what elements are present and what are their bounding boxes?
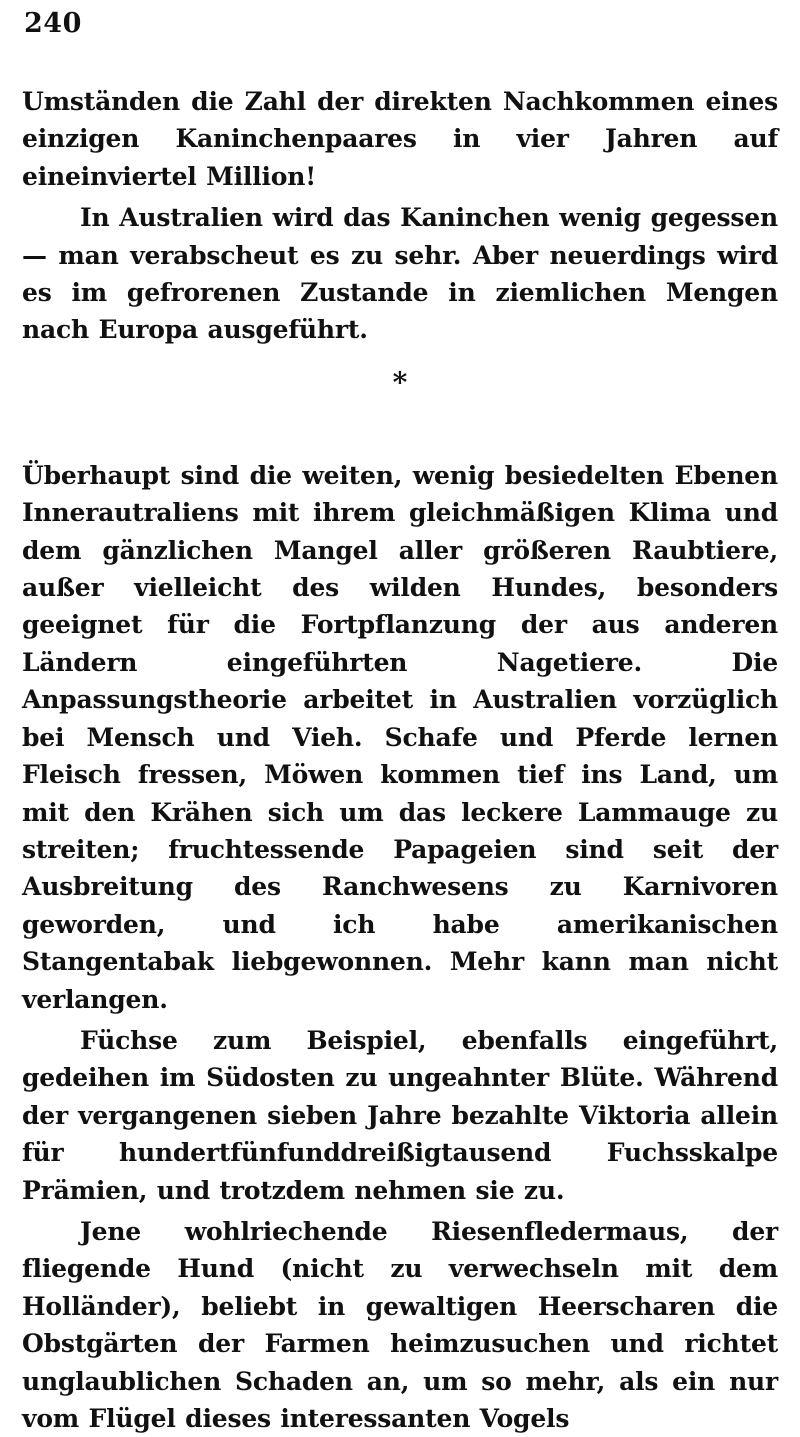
paragraph-inner-australia: Überhaupt sind die weiten, wenig besiedelten Ebenen Innerautraliens mit ihrem gleichmäßigen Klima und dem gänzlichen Mangel aller größeren Raubtiere, außer vielleicht des wilden Hundes, besonders geeignet für die Fortpflanzung der aus anderen Ländern eingeführten Nagetiere. Die Anpassungstheorie arbeitet in Australien vorzüglich bei Mensch und Vieh. Schafe und Pferde lernen Fleisch fressen, Möwen kommen tief ins Land, um mit den Krähen sich um das leckere Lammauge zu streiten; fruchtessende Papageien sind seit der Ausbreitung des Ranchwesens zu Karnivoren geworden, und ich habe amerikanischen Stangentabak liebgewonnen. Mehr kann man nicht verlangen. — [22, 460, 778, 1014]
book-page — [22, 8, 778, 1433]
paragraph-continuation: Umständen die Zahl der direkten Nachkommen eines einzigen Kaninchenpaares in vier Jahren auf eineinviertel Million! — [22, 87, 778, 191]
section-separator-asterisk: * — [392, 365, 408, 399]
paragraph-flying-fox: Jene wohlriechende Riesenfledermaus, der fliegende Hund (nicht zu verwechseln mit dem Holländer), beliebt in gewaltigen Heerscharen die Obstgärten der Farmen heimzusuchen und richtet unglaublichen Schaden an, um so mehr, als ein nur vom Flügel dieses interessanten Vogels — [22, 1216, 778, 1433]
paragraph-foxes: Füchse zum Beispiel, ebenfalls eingeführt, gedeihen im Südosten zu ungeahnter Blüte. Während der vergangenen sieben Jahre bezahlte Viktoria allein für hundertfünfunddreißigtausend Fuchsskalpe Prämien, und trotzdem nehmen sie zu. — [22, 1025, 778, 1205]
paragraph-australia-rabbit: In Australien wird das Kaninchen wenig gegessen — man verabscheut es zu sehr. Aber neuerdings wird es im gefrorenen Zustande in ziemlichen Mengen nach Europa ausgeführt. — [22, 203, 778, 345]
page-number: 240 — [24, 8, 82, 39]
